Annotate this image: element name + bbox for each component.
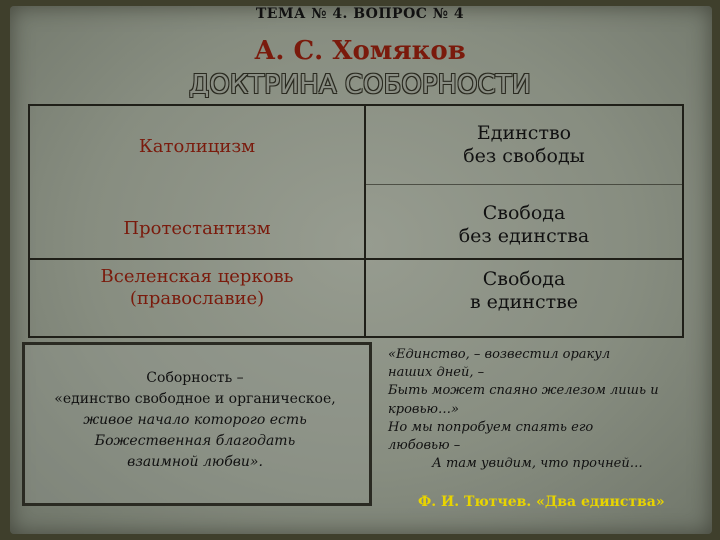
poem-line: Но мы попробуем спаять его: [388, 419, 594, 435]
table-bottom-border: [28, 336, 684, 338]
cell-text: Свобода: [482, 268, 566, 290]
table-row-protestantism-label: [32, 218, 362, 240]
cell-text: Единство: [476, 122, 572, 144]
poem-line: наших дней, –: [388, 365, 485, 381]
definition-line: живое начало которого есть: [83, 412, 307, 428]
poem-line: любовью –: [388, 437, 461, 453]
table-divider-row-2: [28, 258, 684, 260]
table-right-border: [682, 104, 684, 338]
cell-text: без единства: [458, 224, 590, 247]
table-top-border: [28, 104, 684, 106]
sobornost-definition: [26, 368, 364, 473]
poem-attribution: Ф. И. Тютчев. «Два единства»: [418, 494, 665, 510]
doctrine-title: ДОКТРИНА СОБОРНОСТИ: [189, 70, 531, 100]
table-divider-column: [364, 104, 366, 338]
cell-text: Католицизм: [138, 136, 256, 157]
tyutchev-poem: [388, 346, 688, 473]
cell-text: Вселенская церковь: [100, 266, 294, 287]
table-row-orthodoxy-value: [368, 268, 680, 314]
definition-line: «единство свободное и органическое,: [54, 391, 336, 407]
definition-line: взаимной любви».: [127, 454, 263, 470]
topic-heading: ТЕМА № 4. ВОПРОС № 4: [255, 6, 465, 22]
cell-text: Свобода: [482, 202, 566, 224]
table-left-border: [28, 104, 30, 338]
table-row-catholicism-label: [32, 136, 362, 158]
cell-text: в единстве: [469, 290, 579, 313]
cell-text: (православие): [129, 287, 265, 309]
poem-line: «Единство, – возвестил оракул: [388, 347, 611, 362]
poem-line: кровью…»: [388, 401, 459, 417]
definition-line: Божественная благодать: [94, 433, 296, 449]
table-row-protestantism-value: [368, 202, 680, 248]
table-row-catholicism-value: [368, 122, 680, 168]
author-title: А. С. Хомяков: [254, 36, 466, 66]
table-divider-row-1: [364, 184, 684, 185]
poem-line: Быть может спаяно железом лишь и: [388, 383, 659, 399]
table-row-orthodoxy-label: [32, 266, 362, 309]
definition-line: Соборность –: [146, 370, 244, 386]
cell-text: без свободы: [463, 144, 585, 167]
poem-line: А там увидим, что прочней…: [432, 456, 643, 472]
cell-text: Протестантизм: [123, 218, 271, 239]
